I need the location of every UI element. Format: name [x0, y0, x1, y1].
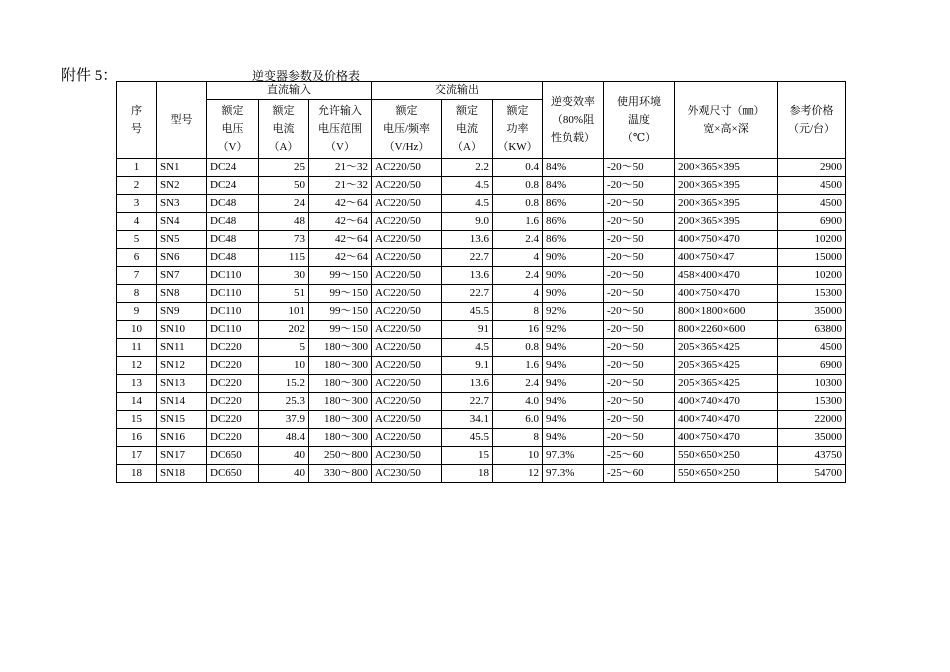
cell-price: 6900	[778, 213, 846, 231]
header-dc-voltage: 额定 电压 （V）	[207, 100, 259, 159]
header-efficiency: 逆变效率 （80%阻 性负载）	[543, 82, 604, 159]
cell-model: SN3	[157, 195, 207, 213]
cell-dc-range: 99～150	[309, 303, 372, 321]
header-dc-range: 允许输入 电压范围 （V）	[309, 100, 372, 159]
cell-seq: 17	[117, 447, 157, 465]
table-row	[117, 411, 846, 429]
cell-ac-current: 22.7	[442, 249, 493, 267]
cell-temperature: -20～50	[604, 375, 675, 393]
cell-price: 35000	[778, 303, 846, 321]
cell-price: 15300	[778, 285, 846, 303]
header-model: 型号	[157, 82, 207, 159]
table-row	[117, 159, 846, 177]
cell-efficiency: 94%	[543, 429, 604, 447]
table-row	[117, 267, 846, 285]
cell-efficiency: 84%	[543, 177, 604, 195]
cell-dc-voltage: DC110	[207, 285, 259, 303]
header-seq: 序 号	[117, 82, 157, 159]
cell-dc-range: 180～300	[309, 339, 372, 357]
table-row	[117, 429, 846, 447]
table-row	[117, 195, 846, 213]
cell-model: SN11	[157, 339, 207, 357]
cell-dc-current: 48	[259, 213, 309, 231]
header-ac-output: 交流输出	[372, 82, 543, 100]
cell-dc-range: 42～64	[309, 195, 372, 213]
cell-ac-voltage: AC220/50	[372, 177, 442, 195]
header-ac-current: 额定 电流 （A）	[442, 100, 493, 159]
cell-price: 15000	[778, 249, 846, 267]
cell-price: 10200	[778, 231, 846, 249]
cell-price: 22000	[778, 411, 846, 429]
cell-model: SN17	[157, 447, 207, 465]
header-price: 参考价格 （元/台）	[778, 82, 846, 159]
cell-efficiency: 84%	[543, 159, 604, 177]
cell-temperature: -25～60	[604, 465, 675, 483]
cell-price: 4500	[778, 195, 846, 213]
header-dc-current: 额定 电流 （A）	[259, 100, 309, 159]
cell-dc-current: 25	[259, 159, 309, 177]
cell-seq: 8	[117, 285, 157, 303]
cell-dc-range: 180～300	[309, 393, 372, 411]
cell-ac-power: 4	[493, 285, 543, 303]
cell-model: SN18	[157, 465, 207, 483]
cell-efficiency: 94%	[543, 339, 604, 357]
cell-efficiency: 97.3%	[543, 447, 604, 465]
cell-dc-range: 330～800	[309, 465, 372, 483]
cell-ac-power: 2.4	[493, 231, 543, 249]
cell-ac-power: 8	[493, 303, 543, 321]
cell-dc-range: 99～150	[309, 321, 372, 339]
cell-dc-current: 202	[259, 321, 309, 339]
cell-temperature: -20～50	[604, 357, 675, 375]
cell-dc-current: 10	[259, 357, 309, 375]
cell-ac-current: 15	[442, 447, 493, 465]
cell-ac-voltage: AC220/50	[372, 159, 442, 177]
cell-temperature: -20～50	[604, 213, 675, 231]
cell-efficiency: 86%	[543, 231, 604, 249]
cell-dc-voltage: DC220	[207, 339, 259, 357]
cell-dimensions: 205×365×425	[675, 357, 778, 375]
table-row	[117, 339, 846, 357]
table-row	[117, 447, 846, 465]
cell-ac-current: 13.6	[442, 375, 493, 393]
cell-dc-current: 50	[259, 177, 309, 195]
cell-dc-range: 21～32	[309, 177, 372, 195]
cell-model: SN13	[157, 375, 207, 393]
cell-ac-voltage: AC220/50	[372, 393, 442, 411]
cell-ac-power: 4	[493, 249, 543, 267]
cell-dc-voltage: DC110	[207, 303, 259, 321]
cell-efficiency: 86%	[543, 213, 604, 231]
cell-dc-current: 115	[259, 249, 309, 267]
cell-ac-power: 10	[493, 447, 543, 465]
cell-dimensions: 205×365×425	[675, 339, 778, 357]
cell-model: SN1	[157, 159, 207, 177]
cell-temperature: -20～50	[604, 411, 675, 429]
cell-price: 4500	[778, 177, 846, 195]
cell-efficiency: 90%	[543, 267, 604, 285]
cell-temperature: -20～50	[604, 249, 675, 267]
cell-dc-voltage: DC24	[207, 177, 259, 195]
cell-dc-voltage: DC48	[207, 231, 259, 249]
cell-dc-voltage: DC110	[207, 267, 259, 285]
cell-dimensions: 400×750×470	[675, 429, 778, 447]
cell-dc-voltage: DC650	[207, 447, 259, 465]
cell-dimensions: 400×750×47	[675, 249, 778, 267]
cell-ac-voltage: AC220/50	[372, 411, 442, 429]
cell-temperature: -20～50	[604, 177, 675, 195]
cell-efficiency: 90%	[543, 249, 604, 267]
cell-seq: 16	[117, 429, 157, 447]
cell-dc-current: 51	[259, 285, 309, 303]
cell-dc-range: 21～32	[309, 159, 372, 177]
cell-model: SN14	[157, 393, 207, 411]
cell-seq: 5	[117, 231, 157, 249]
cell-model: SN10	[157, 321, 207, 339]
cell-dc-voltage: DC220	[207, 375, 259, 393]
cell-price: 43750	[778, 447, 846, 465]
cell-ac-current: 4.5	[442, 195, 493, 213]
cell-ac-current: 9.0	[442, 213, 493, 231]
cell-dc-voltage: DC220	[207, 393, 259, 411]
cell-dimensions: 550×650×250	[675, 447, 778, 465]
cell-seq: 3	[117, 195, 157, 213]
cell-ac-power: 12	[493, 465, 543, 483]
table-row	[117, 177, 846, 195]
cell-efficiency: 94%	[543, 375, 604, 393]
cell-ac-voltage: AC220/50	[372, 321, 442, 339]
cell-seq: 18	[117, 465, 157, 483]
cell-temperature: -25～60	[604, 447, 675, 465]
cell-dc-range: 180～300	[309, 411, 372, 429]
cell-model: SN8	[157, 285, 207, 303]
cell-ac-current: 13.6	[442, 267, 493, 285]
cell-seq: 2	[117, 177, 157, 195]
cell-ac-current: 4.5	[442, 339, 493, 357]
cell-dc-voltage: DC110	[207, 321, 259, 339]
header-dc-input: 直流输入	[207, 82, 372, 100]
cell-dimensions: 400×750×470	[675, 285, 778, 303]
cell-price: 10200	[778, 267, 846, 285]
inverter-spec-table	[116, 81, 846, 483]
cell-dc-current: 24	[259, 195, 309, 213]
cell-dimensions: 200×365×395	[675, 177, 778, 195]
cell-temperature: -20～50	[604, 195, 675, 213]
cell-dc-range: 180～300	[309, 357, 372, 375]
cell-model: SN9	[157, 303, 207, 321]
cell-ac-voltage: AC220/50	[372, 339, 442, 357]
cell-price: 6900	[778, 357, 846, 375]
cell-ac-power: 6.0	[493, 411, 543, 429]
cell-seq: 14	[117, 393, 157, 411]
table-row	[117, 393, 846, 411]
table-row	[117, 375, 846, 393]
cell-efficiency: 90%	[543, 285, 604, 303]
cell-temperature: -20～50	[604, 231, 675, 249]
cell-dc-range: 42～64	[309, 231, 372, 249]
table-row	[117, 321, 846, 339]
table-title: 逆变器参数及价格表	[252, 69, 361, 83]
cell-seq: 1	[117, 159, 157, 177]
cell-ac-current: 22.7	[442, 393, 493, 411]
cell-ac-power: 1.6	[493, 213, 543, 231]
cell-model: SN4	[157, 213, 207, 231]
cell-dc-voltage: DC48	[207, 213, 259, 231]
cell-dc-range: 42～64	[309, 249, 372, 267]
cell-ac-voltage: AC220/50	[372, 195, 442, 213]
cell-seq: 4	[117, 213, 157, 231]
cell-ac-power: 0.8	[493, 195, 543, 213]
cell-ac-current: 2.2	[442, 159, 493, 177]
cell-dimensions: 400×740×470	[675, 393, 778, 411]
cell-seq: 13	[117, 375, 157, 393]
cell-price: 35000	[778, 429, 846, 447]
cell-ac-power: 2.4	[493, 267, 543, 285]
cell-price: 2900	[778, 159, 846, 177]
cell-dc-current: 40	[259, 465, 309, 483]
cell-dimensions: 550×650×250	[675, 465, 778, 483]
cell-dc-range: 99～150	[309, 285, 372, 303]
table-row	[117, 285, 846, 303]
cell-dc-current: 73	[259, 231, 309, 249]
cell-seq: 10	[117, 321, 157, 339]
header-dimensions: 外观尺寸（㎜） 宽×高×深	[675, 82, 778, 159]
cell-ac-power: 8	[493, 429, 543, 447]
table-row	[117, 249, 846, 267]
cell-model: SN12	[157, 357, 207, 375]
cell-dimensions: 200×365×395	[675, 213, 778, 231]
cell-ac-power: 0.8	[493, 177, 543, 195]
cell-dimensions: 400×740×470	[675, 411, 778, 429]
cell-dc-range: 250～800	[309, 447, 372, 465]
cell-seq: 9	[117, 303, 157, 321]
header-temperature: 使用环境 温度 （℃）	[604, 82, 675, 159]
cell-dc-voltage: DC48	[207, 195, 259, 213]
table-body	[117, 159, 846, 483]
cell-dimensions: 205×365×425	[675, 375, 778, 393]
table-row	[117, 213, 846, 231]
cell-dc-voltage: DC650	[207, 465, 259, 483]
cell-efficiency: 92%	[543, 321, 604, 339]
cell-efficiency: 92%	[543, 303, 604, 321]
header-ac-power: 额定 功率 （KW）	[493, 100, 543, 159]
cell-temperature: -20～50	[604, 429, 675, 447]
cell-price: 15300	[778, 393, 846, 411]
cell-ac-power: 1.6	[493, 357, 543, 375]
attachment-label: 附件 5：	[61, 68, 118, 84]
cell-model: SN6	[157, 249, 207, 267]
cell-ac-power: 4.0	[493, 393, 543, 411]
cell-ac-voltage: AC220/50	[372, 303, 442, 321]
cell-dc-voltage: DC48	[207, 249, 259, 267]
cell-seq: 15	[117, 411, 157, 429]
cell-ac-voltage: AC220/50	[372, 231, 442, 249]
cell-temperature: -20～50	[604, 285, 675, 303]
cell-seq: 11	[117, 339, 157, 357]
cell-dimensions: 200×365×395	[675, 159, 778, 177]
cell-dc-current: 25.3	[259, 393, 309, 411]
cell-dc-range: 180～300	[309, 429, 372, 447]
cell-seq: 6	[117, 249, 157, 267]
cell-temperature: -20～50	[604, 267, 675, 285]
cell-dimensions: 400×750×470	[675, 231, 778, 249]
cell-price: 63800	[778, 321, 846, 339]
cell-dc-voltage: DC220	[207, 357, 259, 375]
cell-price: 4500	[778, 339, 846, 357]
cell-dc-range: 180～300	[309, 375, 372, 393]
table-row	[117, 303, 846, 321]
cell-ac-current: 18	[442, 465, 493, 483]
cell-dc-range: 99～150	[309, 267, 372, 285]
cell-ac-voltage: AC220/50	[372, 213, 442, 231]
cell-model: SN7	[157, 267, 207, 285]
cell-seq: 12	[117, 357, 157, 375]
cell-temperature: -20～50	[604, 339, 675, 357]
cell-ac-voltage: AC220/50	[372, 249, 442, 267]
cell-ac-voltage: AC230/50	[372, 447, 442, 465]
cell-temperature: -20～50	[604, 159, 675, 177]
cell-dc-current: 48.4	[259, 429, 309, 447]
cell-dc-voltage: DC24	[207, 159, 259, 177]
cell-dc-voltage: DC220	[207, 411, 259, 429]
cell-dc-range: 42～64	[309, 213, 372, 231]
cell-temperature: -20～50	[604, 393, 675, 411]
cell-ac-power: 2.4	[493, 375, 543, 393]
cell-model: SN16	[157, 429, 207, 447]
cell-ac-current: 13.6	[442, 231, 493, 249]
cell-ac-voltage: AC220/50	[372, 267, 442, 285]
cell-dimensions: 458×400×470	[675, 267, 778, 285]
cell-efficiency: 94%	[543, 357, 604, 375]
cell-seq: 7	[117, 267, 157, 285]
cell-efficiency: 94%	[543, 393, 604, 411]
cell-ac-current: 22.7	[442, 285, 493, 303]
cell-dimensions: 200×365×395	[675, 195, 778, 213]
cell-ac-voltage: AC230/50	[372, 465, 442, 483]
cell-ac-current: 34.1	[442, 411, 493, 429]
cell-model: SN2	[157, 177, 207, 195]
cell-ac-voltage: AC220/50	[372, 285, 442, 303]
cell-ac-voltage: AC220/50	[372, 357, 442, 375]
table-row	[117, 357, 846, 375]
cell-model: SN15	[157, 411, 207, 429]
cell-ac-power: 0.8	[493, 339, 543, 357]
cell-temperature: -20～50	[604, 303, 675, 321]
cell-efficiency: 97.3%	[543, 465, 604, 483]
cell-ac-current: 45.5	[442, 303, 493, 321]
cell-model: SN5	[157, 231, 207, 249]
cell-dc-current: 37.9	[259, 411, 309, 429]
cell-dc-voltage: DC220	[207, 429, 259, 447]
cell-dimensions: 800×2260×600	[675, 321, 778, 339]
cell-temperature: -20～50	[604, 321, 675, 339]
cell-price: 54700	[778, 465, 846, 483]
cell-dc-current: 40	[259, 447, 309, 465]
header-ac-voltage: 额定 电压/频率 （V/Hz）	[372, 100, 442, 159]
cell-ac-power: 0.4	[493, 159, 543, 177]
cell-dc-current: 101	[259, 303, 309, 321]
cell-price: 10300	[778, 375, 846, 393]
cell-dc-current: 5	[259, 339, 309, 357]
cell-ac-current: 9.1	[442, 357, 493, 375]
cell-dc-current: 15.2	[259, 375, 309, 393]
cell-efficiency: 86%	[543, 195, 604, 213]
cell-ac-voltage: AC220/50	[372, 375, 442, 393]
cell-ac-current: 4.5	[442, 177, 493, 195]
cell-efficiency: 94%	[543, 411, 604, 429]
cell-dc-current: 30	[259, 267, 309, 285]
cell-ac-current: 45.5	[442, 429, 493, 447]
cell-ac-current: 91	[442, 321, 493, 339]
table-row	[117, 465, 846, 483]
cell-ac-power: 16	[493, 321, 543, 339]
cell-dimensions: 800×1800×600	[675, 303, 778, 321]
cell-ac-voltage: AC220/50	[372, 429, 442, 447]
table-row	[117, 231, 846, 249]
